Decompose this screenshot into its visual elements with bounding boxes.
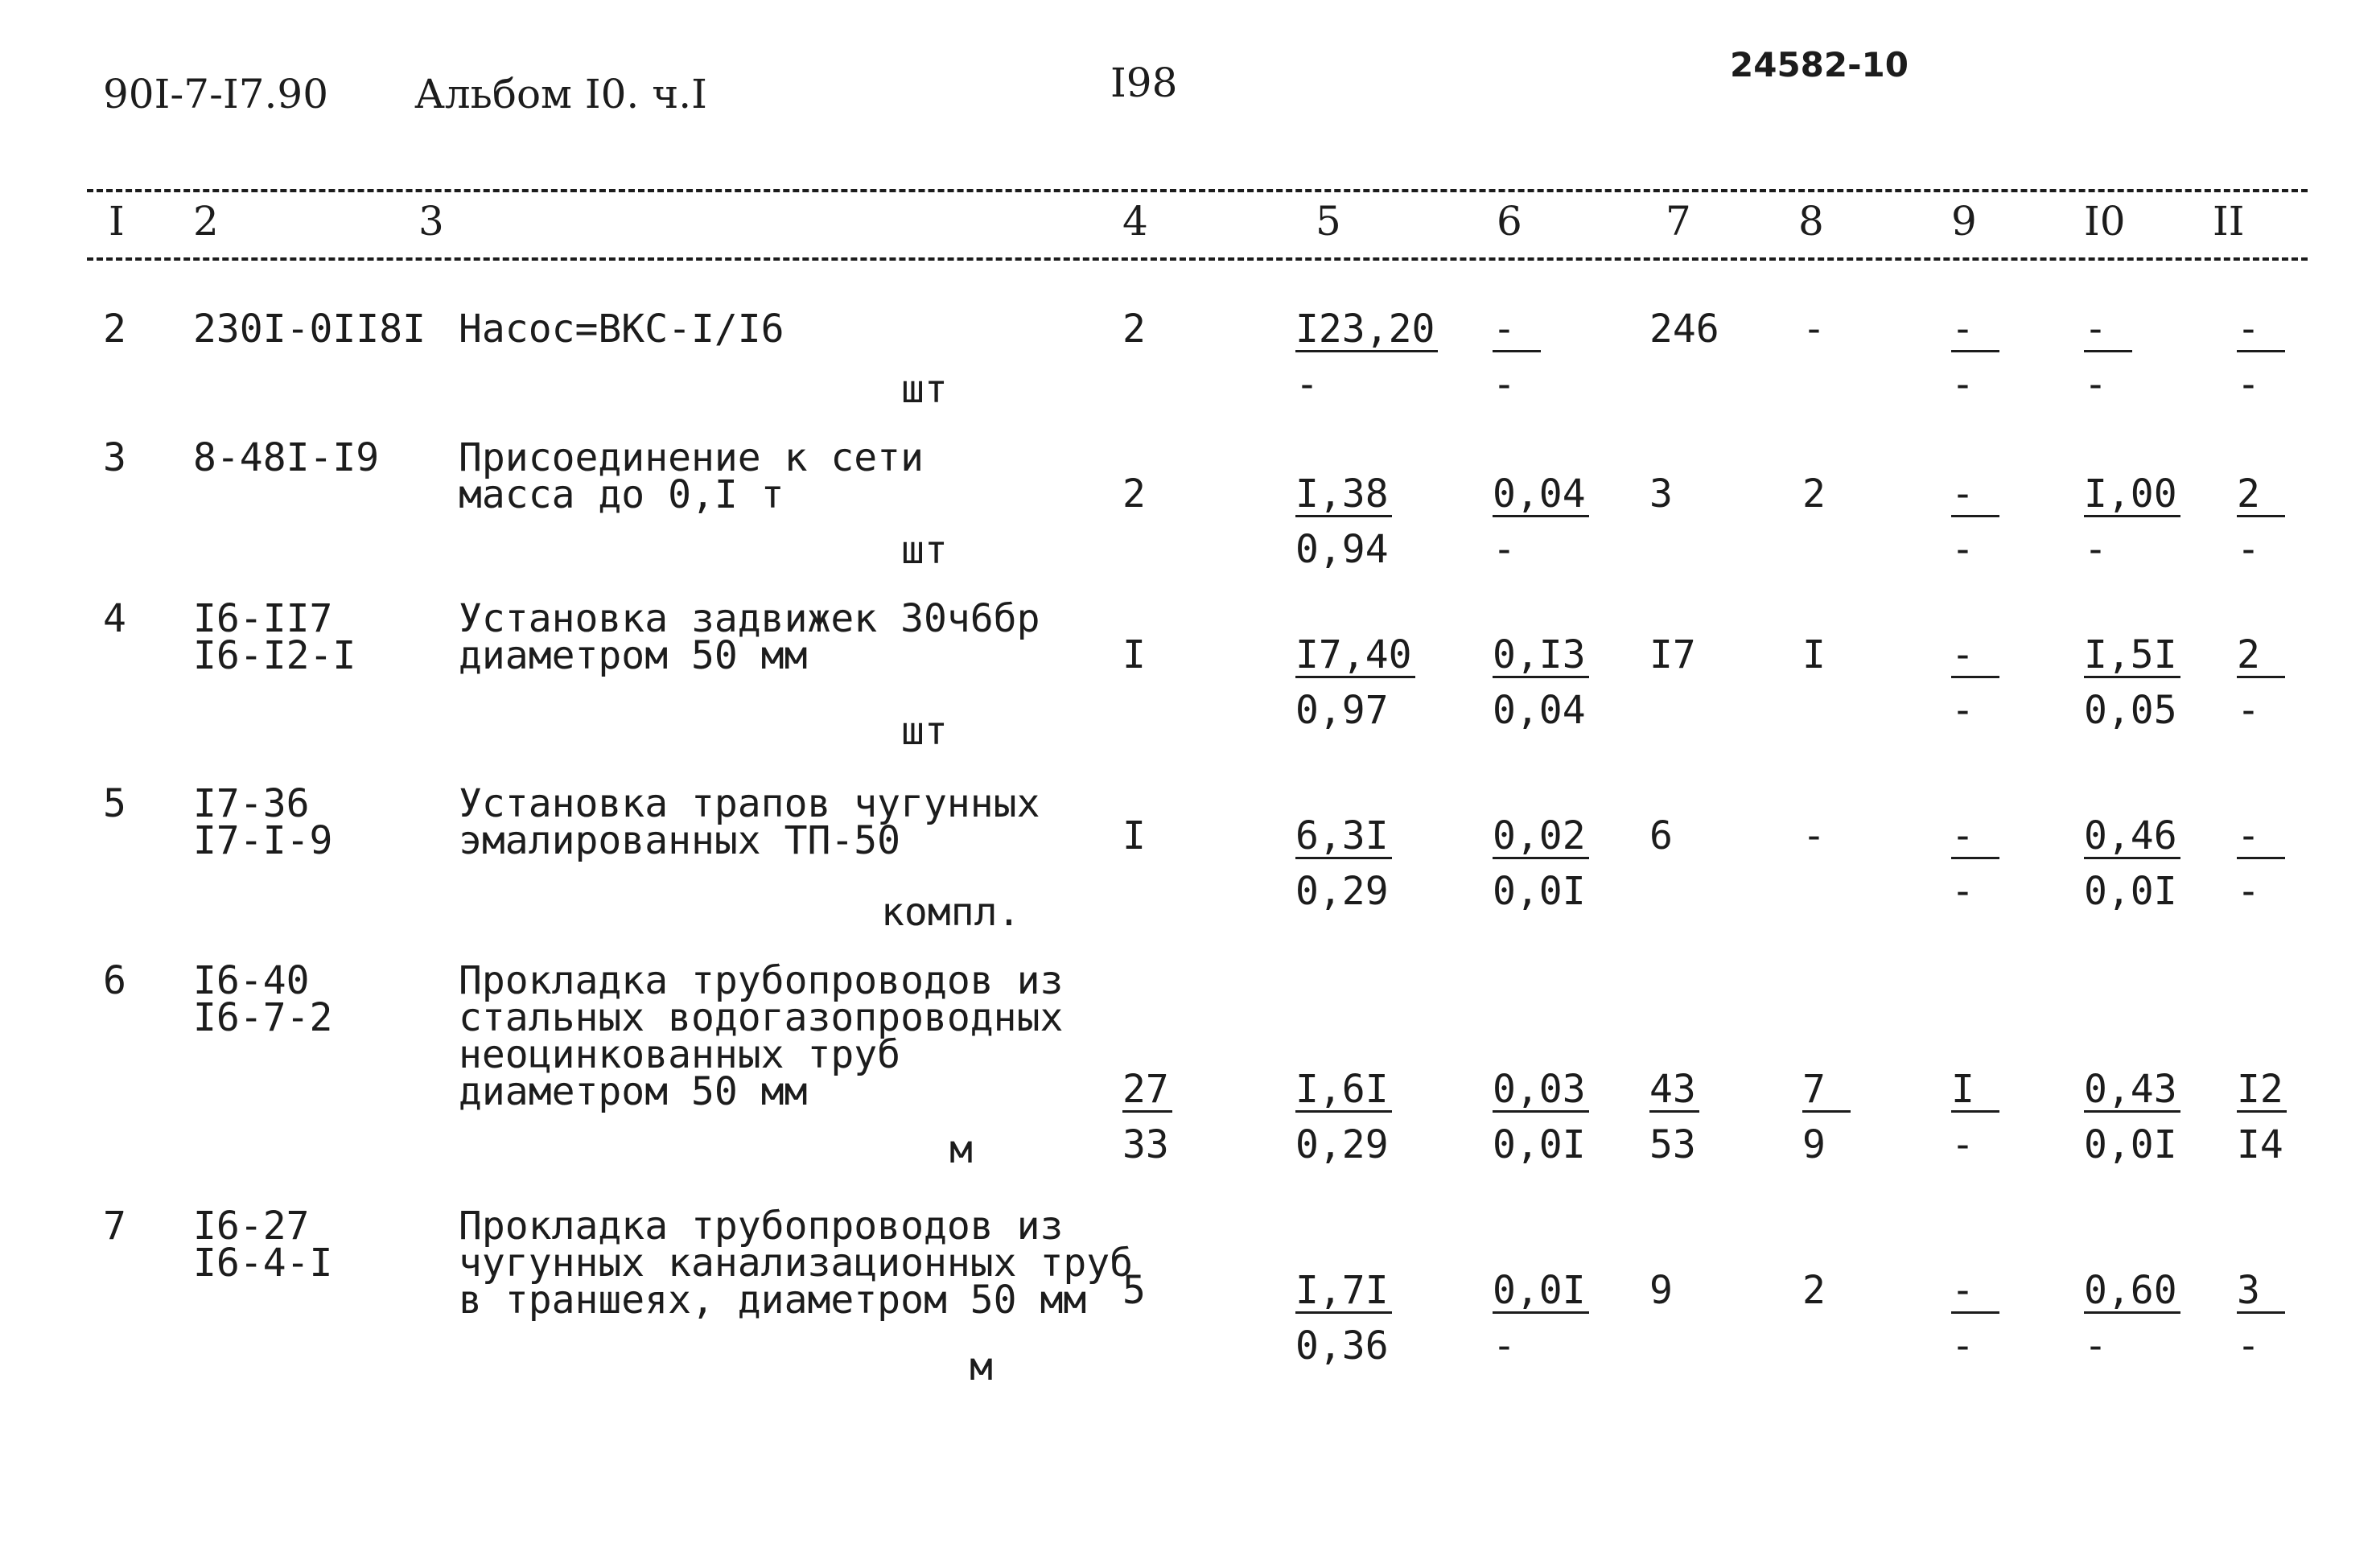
row-unit: шт: [901, 528, 948, 573]
row-value-c7: [1649, 632, 1696, 677]
row-value-qty: [1122, 1067, 1172, 1167]
row-value-c9-top: -: [1951, 636, 1999, 678]
row-value-c10-top: I,5I: [2084, 636, 2180, 678]
row-value-c6: [1493, 1268, 1589, 1368]
row-description: эмалированных ТП-50: [459, 818, 901, 863]
row-value-c5-bottom: 0,36: [1295, 1323, 1389, 1368]
row-value-qty-top: 5: [1122, 1268, 1146, 1313]
column-header-1: I: [109, 198, 125, 245]
row-value-c11-top: -: [2237, 310, 2285, 352]
row-value-c9: [1951, 813, 1999, 914]
row-value-c6-bottom: -: [1493, 362, 1516, 407]
row-value-c10: [2084, 1067, 2180, 1167]
column-header-8: 8: [1798, 198, 1824, 245]
row-value-c9-top: -: [1951, 817, 1999, 859]
row-value-c10-bottom: 0,05: [2084, 688, 2177, 733]
row-value-c5-bottom: 0,29: [1295, 869, 1389, 914]
row-value-qty: [1122, 632, 1146, 677]
row-value-c11-bottom: -: [2237, 362, 2260, 407]
row-value-c8-top: 7: [1802, 1070, 1851, 1113]
row-value-c5: [1295, 471, 1392, 572]
row-value-c5: [1295, 1268, 1392, 1368]
row-value-c5-top: I,7I: [1295, 1271, 1392, 1314]
row-value-c5-top: I7,40: [1295, 636, 1415, 678]
row-code: I6-7-2: [193, 995, 333, 1040]
row-number: 2: [103, 307, 126, 352]
row-value-c9-bottom: -: [1951, 869, 1975, 914]
row-value-c9-top: -: [1951, 475, 1999, 517]
row-value-c6-bottom: -: [1493, 1323, 1516, 1368]
page-number: I98: [1110, 60, 1178, 106]
document-code: 90I-7-I7.90: [103, 71, 329, 117]
row-unit: м: [949, 1127, 973, 1172]
row-value-qty-top: I: [1122, 813, 1146, 858]
row-number: 5: [103, 781, 126, 826]
row-value-c7: [1649, 1268, 1673, 1313]
row-value-c9: [1951, 471, 1999, 572]
row-value-c6: [1493, 471, 1589, 572]
row-value-c8-top: I: [1802, 632, 1826, 677]
row-value-c6-top: 0,0I: [1493, 1271, 1589, 1314]
row-value-c10-top: I,00: [2084, 475, 2180, 517]
row-value-c10-bottom: -: [2084, 1323, 2107, 1368]
row-value-c8-top: -: [1802, 813, 1826, 858]
row-value-c7: [1649, 307, 1719, 352]
row-value-c9-bottom: -: [1951, 688, 1975, 733]
column-header-6: 6: [1497, 198, 1522, 245]
row-value-c6-top: -: [1493, 310, 1541, 352]
row-code: I6-II7: [193, 596, 333, 641]
row-unit: шт: [901, 709, 948, 754]
row-value-c6: [1493, 632, 1589, 733]
row-value-c11-bottom: -: [2237, 869, 2260, 914]
row-value-c11-top: 2: [2237, 475, 2285, 517]
column-header-3: 3: [418, 198, 444, 245]
row-value-c7-top: I7: [1649, 632, 1696, 677]
row-value-c8: [1802, 813, 1826, 858]
row-code: I7-36: [193, 781, 310, 826]
column-header-9: 9: [1951, 198, 1977, 245]
row-value-c5-top: I,6I: [1295, 1070, 1392, 1113]
row-value-c11: [2237, 1067, 2287, 1167]
row-value-c9-bottom: -: [1951, 362, 1975, 407]
row-value-qty: [1122, 813, 1146, 858]
row-value-c5-top: 6,3I: [1295, 817, 1392, 859]
row-value-c6-bottom: -: [1493, 527, 1516, 572]
row-description: Присоединение к сети: [459, 435, 924, 480]
row-description: в траншеях, диаметром 50 мм: [459, 1278, 1087, 1323]
header-top-rule: [87, 189, 2308, 192]
row-value-c9: [1951, 1268, 1999, 1368]
row-value-c7: [1649, 813, 1673, 858]
row-value-c6: [1493, 307, 1541, 407]
row-value-c5-bottom: -: [1295, 362, 1319, 407]
row-value-c8-top: 2: [1802, 1268, 1826, 1313]
row-code: I6-I2-I: [193, 633, 356, 678]
row-value-c7: [1649, 471, 1673, 516]
row-value-c11-top: -: [2237, 817, 2285, 859]
column-header-5: 5: [1316, 198, 1341, 245]
row-value-c9-top: I: [1951, 1070, 1999, 1113]
row-value-c10: [2084, 1268, 2180, 1368]
row-value-c8: [1802, 307, 1826, 352]
row-value-c5-top: I,38: [1295, 475, 1392, 517]
row-description: Прокладка трубопроводов из: [459, 1204, 1064, 1249]
row-code: 8-48I-I9: [193, 435, 380, 480]
row-value-c7: [1649, 1067, 1699, 1167]
row-value-c11-top: 3: [2237, 1271, 2285, 1314]
row-value-c9-bottom: -: [1951, 1122, 1975, 1167]
row-value-c6-top: 0,03: [1493, 1070, 1589, 1113]
row-value-c6-top: 0,I3: [1493, 636, 1589, 678]
row-value-c10-bottom: 0,0I: [2084, 869, 2177, 914]
row-value-c8-bottom: 9: [1802, 1122, 1826, 1167]
row-value-c10-top: 0,60: [2084, 1271, 2180, 1314]
row-value-c11-bottom: I4: [2237, 1122, 2283, 1167]
row-value-c9-top: -: [1951, 310, 1999, 352]
row-value-c10: [2084, 632, 2180, 733]
row-description: Установка задвижек 30ч6бр: [459, 596, 1040, 641]
row-value-c9: [1951, 307, 1999, 407]
row-value-c7-top: 3: [1649, 471, 1673, 516]
row-value-c5-bottom: 0,97: [1295, 688, 1389, 733]
row-value-c11: [2237, 632, 2285, 733]
row-value-c7-bottom: 53: [1649, 1122, 1696, 1167]
header-bottom-rule: [87, 257, 2308, 261]
row-value-c6-top: 0,04: [1493, 475, 1589, 517]
row-value-c5: [1295, 632, 1415, 733]
row-number: 7: [103, 1204, 126, 1249]
archive-stamp: 24582-10: [1730, 45, 1909, 84]
row-value-c10: [2084, 813, 2180, 914]
row-value-c8: [1802, 1067, 1851, 1167]
album-label: Альбом I0. ч.I: [414, 71, 707, 117]
row-code: I7-I-9: [193, 818, 333, 863]
row-description: неоцинкованных труб: [459, 1032, 901, 1077]
row-value-c7-top: 246: [1649, 307, 1719, 352]
row-value-c6-bottom: 0,04: [1493, 688, 1586, 733]
row-value-qty-top: I: [1122, 632, 1146, 677]
row-value-c7-top: 6: [1649, 813, 1673, 858]
row-value-c9-top: -: [1951, 1271, 1999, 1314]
row-value-c7-top: 43: [1649, 1070, 1699, 1113]
row-description: Установка трапов чугунных: [459, 781, 1040, 826]
row-value-c6: [1493, 1067, 1589, 1167]
row-value-c10-bottom: -: [2084, 527, 2107, 572]
row-value-c5-bottom: 0,29: [1295, 1122, 1389, 1167]
row-unit: шт: [901, 367, 948, 412]
row-value-c10-top: 0,46: [2084, 817, 2180, 859]
column-header-4: 4: [1122, 198, 1148, 245]
row-description: масса до 0,I т: [459, 472, 784, 517]
row-number: 3: [103, 435, 126, 480]
row-value-c9: [1951, 1067, 1999, 1167]
row-unit: м: [970, 1344, 993, 1389]
row-value-c11-top: 2: [2237, 636, 2285, 678]
row-value-c11: [2237, 813, 2285, 914]
row-value-c11-top: I2: [2237, 1070, 2287, 1113]
row-value-c6-top: 0,02: [1493, 817, 1589, 859]
row-value-c11: [2237, 471, 2285, 572]
row-value-c10-top: 0,43: [2084, 1070, 2180, 1113]
row-value-qty-top: 2: [1122, 307, 1146, 352]
row-value-c5: [1295, 307, 1438, 407]
row-value-c8-top: 2: [1802, 471, 1826, 516]
row-description: Насос=ВКС-I/I6: [459, 307, 784, 352]
row-value-c5-top: I23,20: [1295, 310, 1438, 352]
row-value-c10: [2084, 471, 2180, 572]
row-value-c7-top: 9: [1649, 1268, 1673, 1313]
row-value-c10-top: -: [2084, 310, 2132, 352]
row-value-c10: [2084, 307, 2132, 407]
row-value-c11: [2237, 1268, 2285, 1368]
row-number: 6: [103, 958, 126, 1003]
column-header-7: 7: [1666, 198, 1691, 245]
row-value-c10-bottom: -: [2084, 362, 2107, 407]
column-header-10: I0: [2084, 198, 2126, 245]
row-unit: компл.: [881, 890, 1021, 935]
row-value-c9: [1951, 632, 1999, 733]
row-code: 230I-0II8I: [193, 307, 426, 352]
row-value-qty: [1122, 307, 1146, 352]
row-description: диаметром 50 мм: [459, 633, 808, 678]
row-number: 4: [103, 596, 126, 641]
row-value-c5-bottom: 0,94: [1295, 527, 1389, 572]
row-value-qty: [1122, 471, 1146, 516]
row-description: Прокладка трубопроводов из: [459, 958, 1064, 1003]
row-description: стальных водогазопроводных: [459, 995, 1064, 1040]
row-value-c6: [1493, 813, 1589, 914]
row-value-qty-bottom: 33: [1122, 1122, 1169, 1167]
row-value-qty-top: 27: [1122, 1070, 1172, 1113]
row-value-qty-top: 2: [1122, 471, 1146, 516]
row-value-c8: [1802, 632, 1826, 677]
row-value-c11-bottom: -: [2237, 688, 2260, 733]
row-code: I6-4-I: [193, 1241, 333, 1286]
row-value-c9-bottom: -: [1951, 1323, 1975, 1368]
row-value-c8-top: -: [1802, 307, 1826, 352]
row-value-qty: [1122, 1268, 1146, 1313]
row-code: I6-27: [193, 1204, 310, 1249]
row-value-c6-bottom: 0,0I: [1493, 1122, 1586, 1167]
column-header-11: II: [2213, 198, 2245, 245]
row-value-c5: [1295, 1067, 1392, 1167]
row-value-c6-bottom: 0,0I: [1493, 869, 1586, 914]
row-value-c8: [1802, 471, 1826, 516]
row-description: диаметром 50 мм: [459, 1069, 808, 1114]
row-value-c5: [1295, 813, 1392, 914]
row-value-c9-bottom: -: [1951, 527, 1975, 572]
row-value-c11: [2237, 307, 2285, 407]
row-value-c8: [1802, 1268, 1826, 1313]
row-value-c10-bottom: 0,0I: [2084, 1122, 2177, 1167]
row-value-c11-bottom: -: [2237, 1323, 2260, 1368]
row-description: чугунных канализационных труб: [459, 1241, 1134, 1286]
column-header-2: 2: [193, 198, 219, 245]
row-code: I6-40: [193, 958, 310, 1003]
row-value-c11-bottom: -: [2237, 527, 2260, 572]
